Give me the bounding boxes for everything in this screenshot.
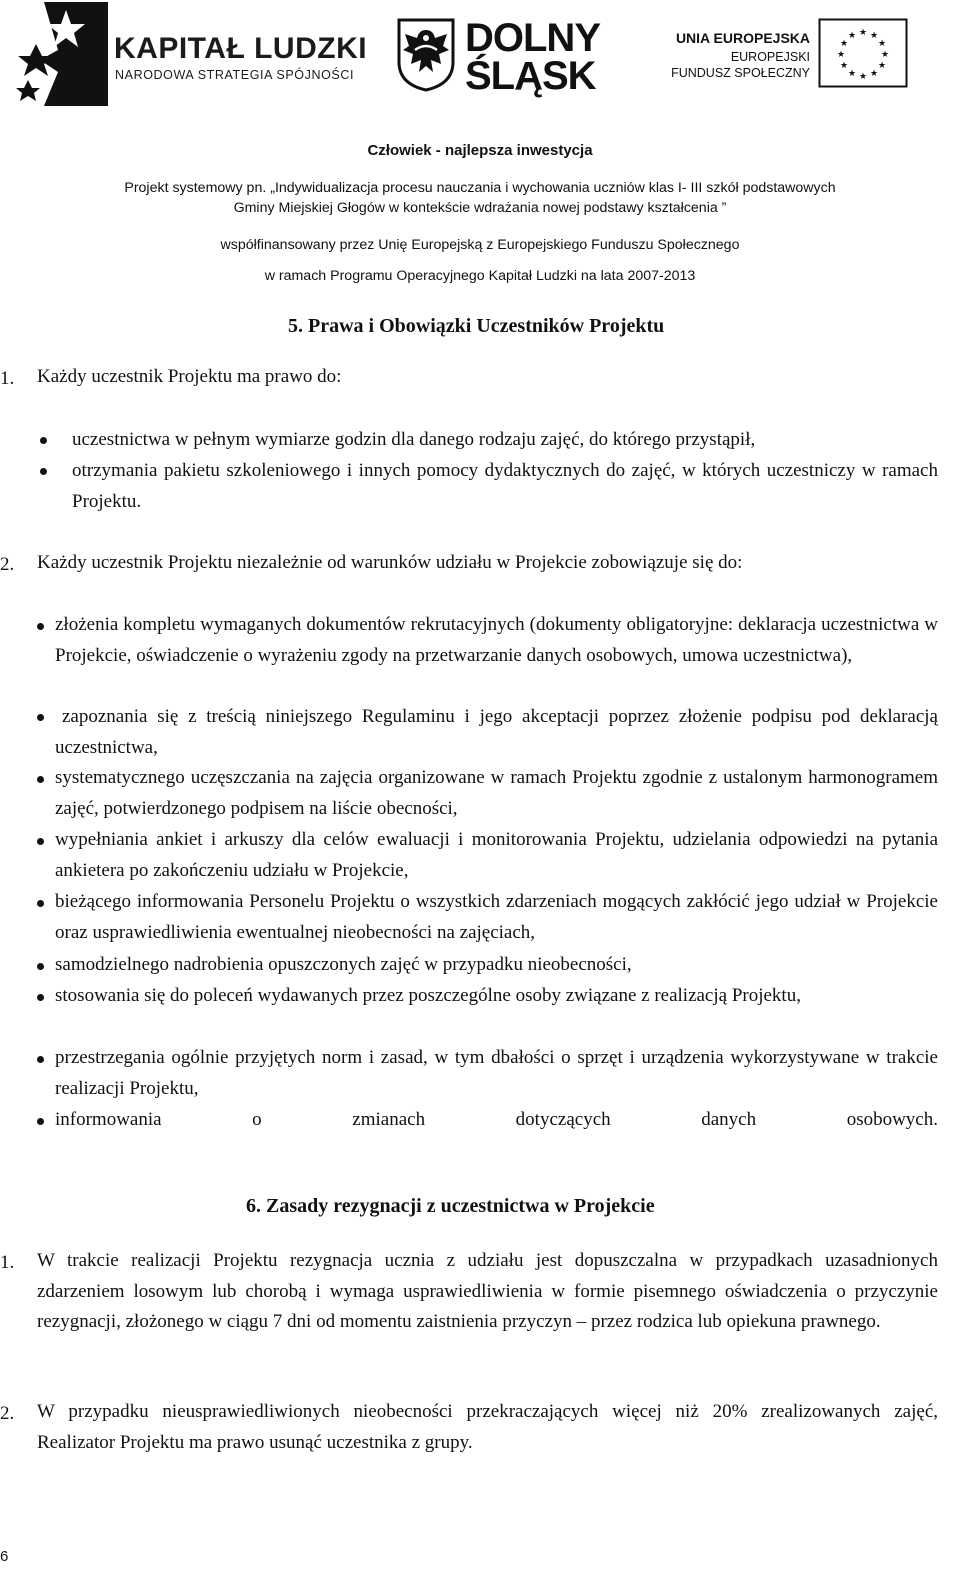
svg-text:★: ★ [847, 31, 857, 41]
bullet-icon [37, 838, 44, 845]
project-line3: współfinansowany przez Unię Europejską z Europejskiego Funduszu Społecznego [220, 237, 740, 253]
s5-item1-bullet2: otrzymania pakietu szkoleniowego i innych pomocy dydaktycznych do zajęć, w których uczestniczy w ramach Projektu. [72, 460, 938, 512]
svg-text:★: ★ [847, 69, 857, 79]
svg-text:★: ★ [836, 50, 846, 60]
s6-item1-number: 1. [0, 1252, 15, 1273]
svg-text:★: ★ [869, 69, 879, 79]
dolny-slask-logo [395, 16, 615, 96]
bullet-icon [37, 1056, 44, 1063]
s5-item2-bullet9: informowania o zmianach dotyczących danych osobowych. [55, 1109, 938, 1130]
dolny-slask-line2: ŚLĄSK [465, 54, 596, 98]
s6-item2-number: 2. [0, 1403, 15, 1424]
motto: Człowiek - najlepsza inwestycja [367, 142, 593, 159]
eu-line3: FUNDUSZ SPOŁECZNY [671, 66, 810, 80]
s5-item2-bullet1: złożenia kompletu wymaganych dokumentów rekrutacyjnych (dokumenty obligatoryjne: deklaracja uczestnictwa w Projekcie, oświadczenie o wyrażeniu zgody na przetwarzanie danych osobowych, umowa uczestnictwa), [55, 614, 938, 666]
bullet-icon [37, 714, 44, 721]
project-line2: Gminy Miejskiej Głogów w kontekście wdrażania nowej podstawy kształcenia ” [233, 200, 727, 216]
eagle-crest-icon [395, 16, 457, 92]
eu-fund-logo [664, 14, 914, 92]
s5-item2-bullet4: wypełniania ankiet i arkuszy dla celów ewaluacji i monitorowania Projektu, udzielania odpowiedzi na pytania ankietera po zakończeniu udziału w Projekcie, [55, 829, 938, 881]
svg-text:★: ★ [839, 61, 849, 71]
svg-text:★: ★ [858, 28, 868, 38]
svg-text:★: ★ [869, 31, 879, 41]
svg-text:★: ★ [858, 72, 868, 82]
s5-item1-bullet1: uczestnictwa w pełnym wymiarze godzin dla danego rodzaju zajęć, do którego przystąpił, [72, 429, 756, 450]
section6-heading: 6. Zasady rezygnacji z uczestnictwa w Projekcie [246, 1195, 655, 1217]
s6-item1-text: W trakcie realizacji Projektu rezygnacja ucznia z udziału jest dopuszczalna w przypadkach uzasadnionych zdarzeniem losowym lub chorobą i wymaga usprawiedliwienia w formie pisemnego oświadczenia o przyczynie rezygnacji, złożonego w ciągu 7 dni od momentu zaistnienia przyczyn – przez rodzica lub opiekuna prawnego. [37, 1250, 938, 1332]
s5-item1-text: Każdy uczestnik Projektu ma prawo do: [37, 366, 342, 387]
bullet-icon [37, 900, 44, 907]
bullet-icon [37, 994, 44, 1001]
project-line4: w ramach Programu Operacyjnego Kapitał Ludzki na lata 2007-2013 [264, 268, 696, 284]
svg-text:★: ★ [880, 50, 890, 60]
s5-item2-bullet8: przestrzegania ogólnie przyjętych norm i zasad, w tym dbałości o sprzęt i urządzenia wykorzystywane w trakcie realizacji Projektu, [55, 1047, 938, 1099]
bullet-icon [37, 1118, 44, 1125]
kapital-ludzki-logo [14, 2, 368, 106]
eu-flag-icon [818, 18, 908, 88]
svg-text:★: ★ [877, 61, 887, 71]
s5-item2-text: Każdy uczestnik Projektu niezależnie od warunków udziału w Projekcie zobowiązuje się do: [37, 552, 743, 573]
bullet-icon [37, 963, 44, 970]
bullet-icon [37, 776, 44, 783]
s5-item2-bullet2: zapoznania się z treścią niniejszego Regulaminu i jego akceptacji poprzez złożenie podpisu pod deklaracją uczestnictwa, [55, 706, 938, 758]
eu-line1: UNIA EUROPEJSKA [675, 30, 810, 46]
eu-line2: EUROPEJSKI [730, 50, 810, 64]
kapital-ludzki-subtitle: NARODOWA STRATEGIA SPÓJNOŚCI [115, 68, 355, 82]
bullet-icon [37, 623, 44, 630]
bullet-icon [40, 468, 47, 475]
bullet-icon [40, 437, 47, 444]
s5-item2-bullet6: samodzielnego nadrobienia opuszczonych zajęć w przypadku nieobecności, [55, 954, 632, 975]
svg-text:★: ★ [877, 39, 887, 49]
s5-item2-bullet3: systematycznego uczęszczania na zajęcia organizowane w ramach Projektu zgodnie z ustalonym harmonogramem zajęć, potwierdzonego podpisem na liście obecności, [55, 767, 938, 819]
dolny-slask-line1: DOLNY [465, 16, 600, 60]
s5-item2-bullet5: bieżącego informowania Personelu Projektu o wszystkich zdarzeniach mogących zakłócić jego udział w Projekcie oraz usprawiedliwienia ewentualnej nieobecności na zajęciach, [55, 891, 938, 943]
section5-heading: 5. Prawa i Obowiązki Uczestników Projektu [288, 315, 665, 337]
kapital-ludzki-title: KAPITAŁ LUDZKI [114, 32, 368, 65]
s5-item2-bullet7: stosowania się do poleceń wydawanych przez poszczególne osoby związane z realizacją Projektu, [55, 985, 801, 1006]
s5-item2-number: 2. [0, 554, 15, 575]
kapital-ludzki-mark-icon [14, 2, 110, 106]
page-number: 6 [0, 1548, 9, 1565]
project-line1: Projekt systemowy pn. „Indywidualizacja procesu nauczania i wychowania uczniów klas I- III szkół podstawowych [124, 180, 836, 196]
s5-item1-number: 1. [0, 368, 15, 389]
svg-text:★: ★ [839, 39, 849, 49]
s6-item2-text: W przypadku nieusprawiedliwionych nieobecności przekraczających więcej niż 20% zrealizowanych zajęć, Realizator Projektu ma prawo usunąć uczestnika z grupy. [37, 1401, 938, 1453]
